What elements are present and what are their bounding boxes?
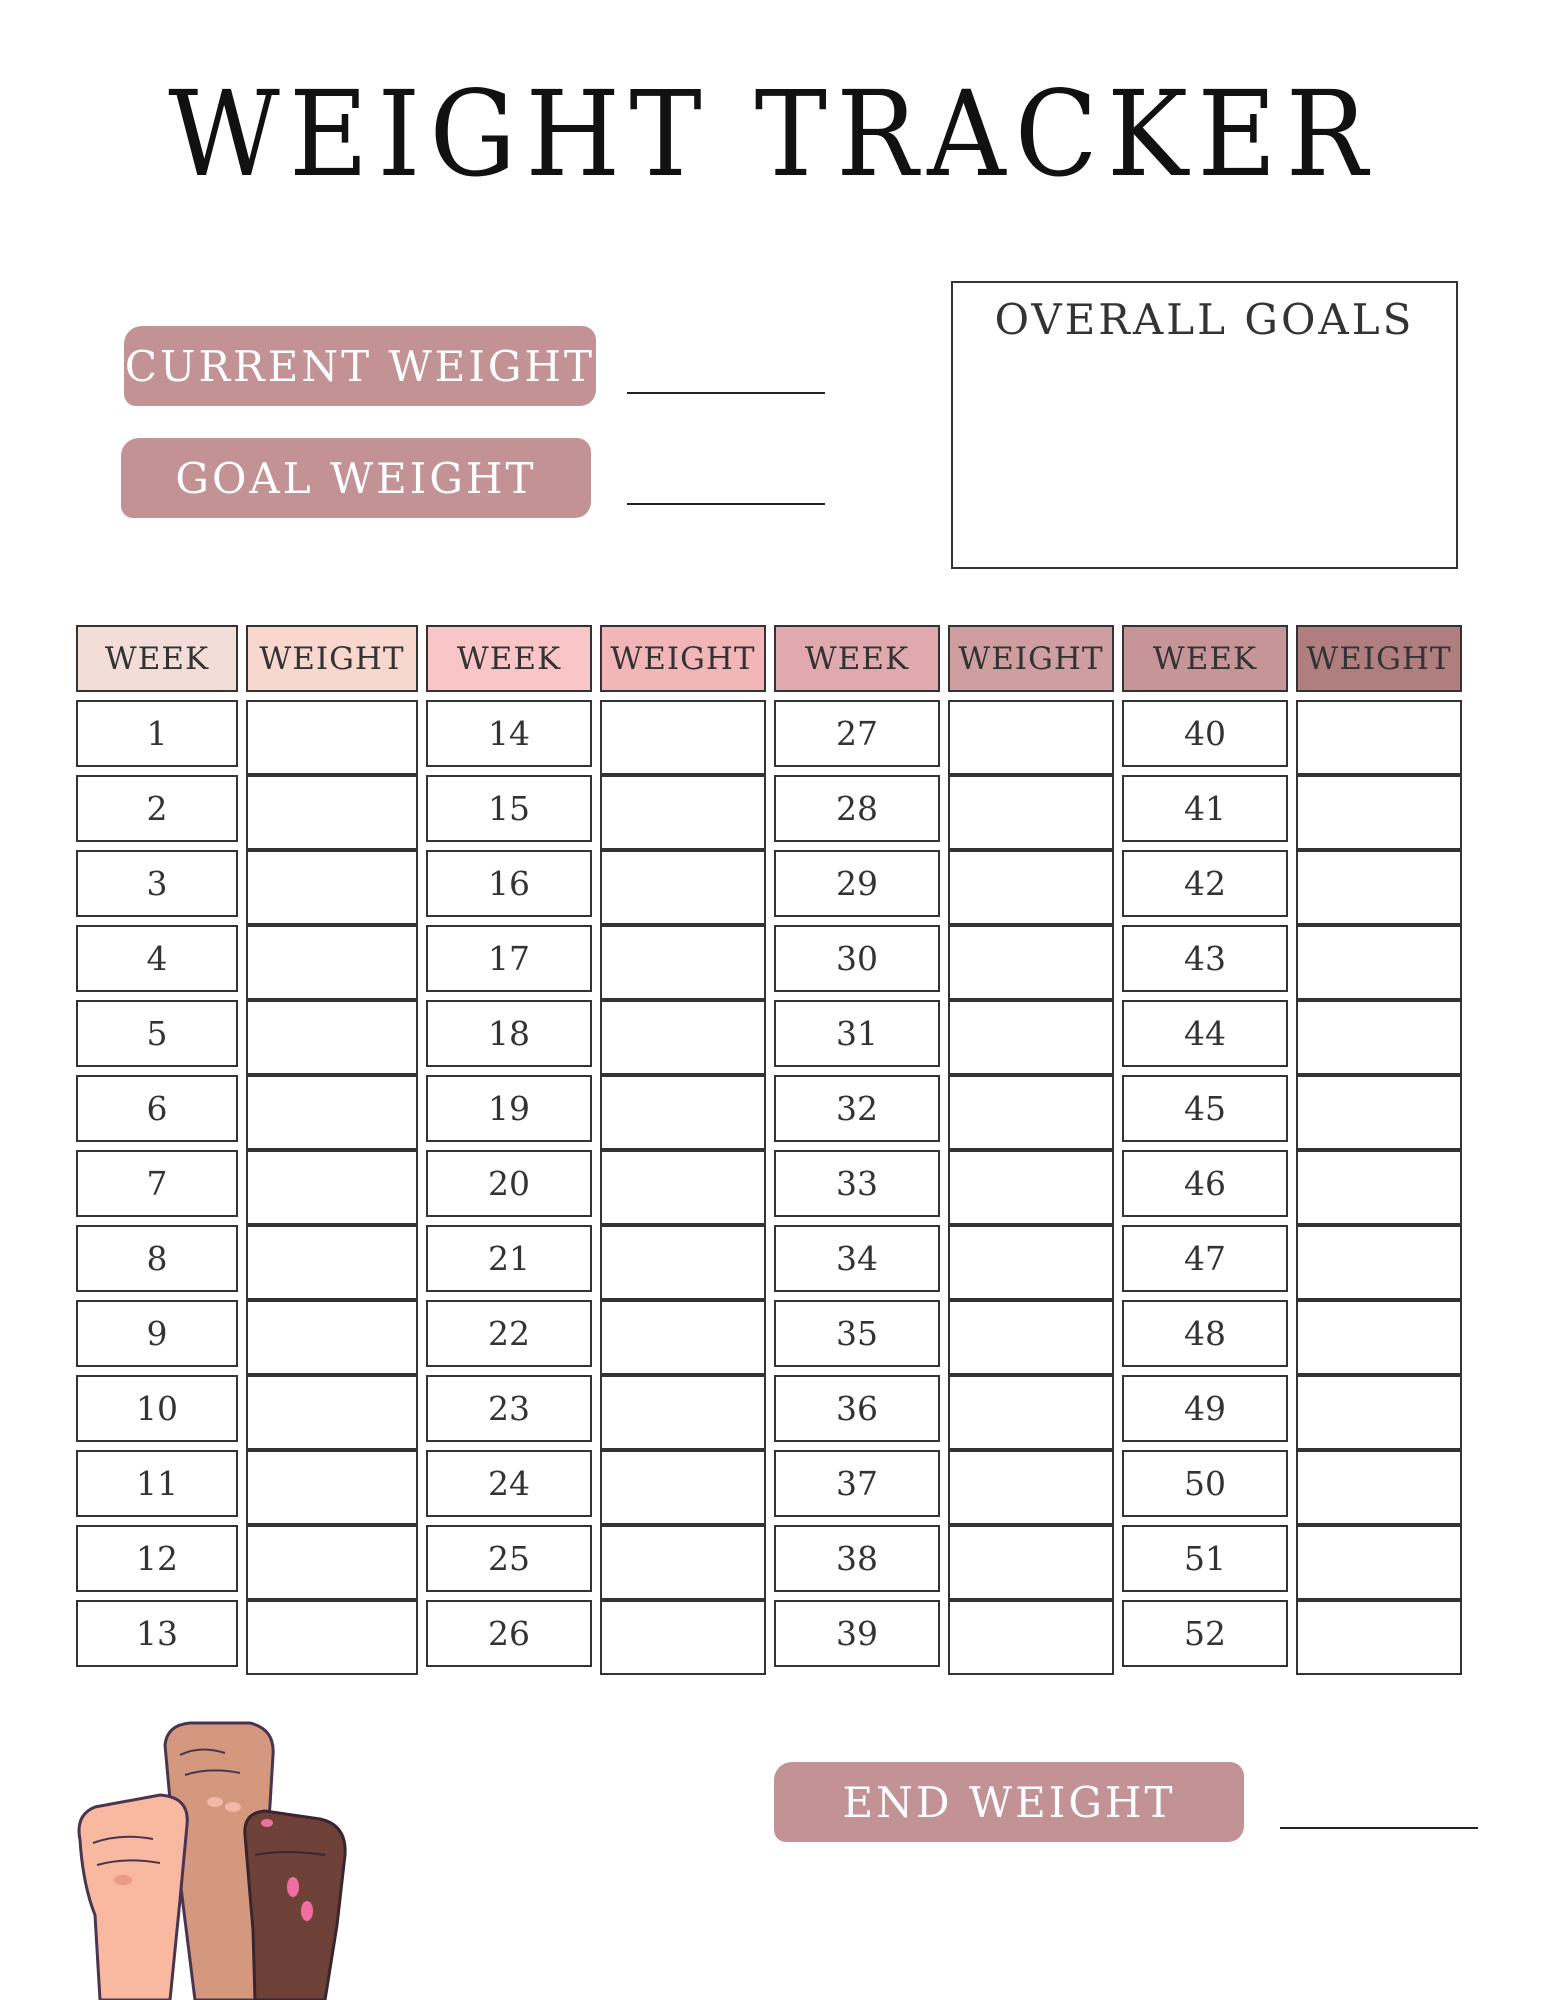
week-number-cell: 51	[1122, 1525, 1288, 1592]
raised-fists-illustration	[75, 1715, 375, 2000]
weight-entry-cell[interactable]	[600, 1525, 766, 1600]
week-number-cell: 41	[1122, 775, 1288, 842]
header-week: WEEK	[426, 625, 592, 692]
weight-entry-cell[interactable]	[246, 1075, 418, 1150]
week-number-cell: 7	[76, 1150, 238, 1217]
weight-entry-cell[interactable]	[600, 850, 766, 925]
week-number-cell: 45	[1122, 1075, 1288, 1142]
goal-weight-line[interactable]	[627, 503, 825, 505]
weight-entry-cell[interactable]	[600, 1600, 766, 1675]
week-number-cell: 31	[774, 1000, 940, 1067]
weight-entry-cell[interactable]	[600, 775, 766, 850]
week-number-cell: 16	[426, 850, 592, 917]
weight-tracker-table	[76, 625, 1462, 1675]
weight-entry-cell[interactable]	[948, 1150, 1114, 1225]
weight-entry-cell[interactable]	[600, 1150, 766, 1225]
week-number-cell: 19	[426, 1075, 592, 1142]
week-number-cell: 44	[1122, 1000, 1288, 1067]
week-number-cell: 23	[426, 1375, 592, 1442]
weight-entry-cell[interactable]	[246, 1525, 418, 1600]
weight-entry-cell[interactable]	[246, 1225, 418, 1300]
weight-entry-cell[interactable]	[1296, 1150, 1462, 1225]
week-number-cell: 49	[1122, 1375, 1288, 1442]
week-number-cell: 3	[76, 850, 238, 917]
week-number-cell: 34	[774, 1225, 940, 1292]
header-weight: WEIGHT	[948, 625, 1114, 692]
week-number-cell: 32	[774, 1075, 940, 1142]
week-number-cell: 39	[774, 1600, 940, 1667]
week-number-cell: 18	[426, 1000, 592, 1067]
weight-entry-cell[interactable]	[600, 1300, 766, 1375]
overall-goals-box[interactable]	[951, 281, 1458, 569]
week-number-cell: 2	[76, 775, 238, 842]
week-number-cell: 43	[1122, 925, 1288, 992]
header-week: WEEK	[774, 625, 940, 692]
week-number-cell: 33	[774, 1150, 940, 1217]
weight-entry-cell[interactable]	[246, 1375, 418, 1450]
current-weight-line[interactable]	[627, 392, 825, 394]
weight-entry-cell[interactable]	[1296, 1300, 1462, 1375]
weight-entry-cell[interactable]	[948, 925, 1114, 1000]
week-number-cell: 42	[1122, 850, 1288, 917]
weight-entry-cell[interactable]	[948, 1075, 1114, 1150]
week-number-cell: 48	[1122, 1300, 1288, 1367]
week-number-cell: 10	[76, 1375, 238, 1442]
week-number-cell: 20	[426, 1150, 592, 1217]
header-weight: WEIGHT	[1296, 625, 1462, 692]
weight-entry-cell[interactable]	[246, 1450, 418, 1525]
header-week: WEEK	[76, 625, 238, 692]
week-number-cell: 46	[1122, 1150, 1288, 1217]
end-weight-label: END WEIGHT	[774, 1762, 1244, 1842]
week-number-cell: 4	[76, 925, 238, 992]
weight-entry-cell[interactable]	[948, 850, 1114, 925]
fist-light-icon	[79, 1795, 187, 2000]
week-number-cell: 14	[426, 700, 592, 767]
week-number-cell: 29	[774, 850, 940, 917]
week-number-cell: 8	[76, 1225, 238, 1292]
header-week: WEEK	[1122, 625, 1288, 692]
week-number-cell: 40	[1122, 700, 1288, 767]
weight-entry-cell[interactable]	[948, 1600, 1114, 1675]
weight-entry-cell[interactable]	[600, 1075, 766, 1150]
week-number-cell: 22	[426, 1300, 592, 1367]
fist-dark-icon	[245, 1811, 345, 2000]
week-number-cell: 52	[1122, 1600, 1288, 1667]
week-number-cell: 38	[774, 1525, 940, 1592]
weight-entry-cell[interactable]	[1296, 925, 1462, 1000]
week-number-cell: 11	[76, 1450, 238, 1517]
weight-entry-cell[interactable]	[1296, 1525, 1462, 1600]
weight-entry-cell[interactable]	[246, 1150, 418, 1225]
weight-entry-cell[interactable]	[246, 925, 418, 1000]
weight-entry-cell[interactable]	[948, 1300, 1114, 1375]
weight-entry-cell[interactable]	[1296, 775, 1462, 850]
header-weight: WEIGHT	[600, 625, 766, 692]
week-number-cell: 17	[426, 925, 592, 992]
weight-entry-cell[interactable]	[948, 700, 1114, 775]
header-weight: WEIGHT	[246, 625, 418, 692]
weight-entry-cell[interactable]	[948, 1000, 1114, 1075]
weight-entry-cell[interactable]	[1296, 1450, 1462, 1525]
week-number-cell: 50	[1122, 1450, 1288, 1517]
weight-entry-cell[interactable]	[1296, 1375, 1462, 1450]
weight-entry-cell[interactable]	[1296, 850, 1462, 925]
week-number-cell: 28	[774, 775, 940, 842]
week-number-cell: 6	[76, 1075, 238, 1142]
current-weight-label: CURRENT WEIGHT	[124, 326, 596, 406]
weight-entry-cell[interactable]	[948, 1525, 1114, 1600]
week-number-cell: 25	[426, 1525, 592, 1592]
week-number-cell: 26	[426, 1600, 592, 1667]
weight-entry-cell[interactable]	[246, 1300, 418, 1375]
weight-entry-cell[interactable]	[246, 700, 418, 775]
week-number-cell: 1	[76, 700, 238, 767]
week-number-cell: 15	[426, 775, 592, 842]
weight-entry-cell[interactable]	[246, 850, 418, 925]
weight-entry-cell[interactable]	[1296, 700, 1462, 775]
weight-entry-cell[interactable]	[246, 1600, 418, 1675]
week-number-cell: 27	[774, 700, 940, 767]
week-number-cell: 35	[774, 1300, 940, 1367]
week-number-cell: 13	[76, 1600, 238, 1667]
weight-entry-cell[interactable]	[600, 1375, 766, 1450]
weight-entry-cell[interactable]	[1296, 1600, 1462, 1675]
weight-entry-cell[interactable]	[246, 775, 418, 850]
weight-entry-cell[interactable]	[600, 1450, 766, 1525]
week-number-cell: 5	[76, 1000, 238, 1067]
week-number-cell: 47	[1122, 1225, 1288, 1292]
weight-entry-cell[interactable]	[948, 1225, 1114, 1300]
week-number-cell: 24	[426, 1450, 592, 1517]
weight-entry-cell[interactable]	[948, 1450, 1114, 1525]
weight-entry-cell[interactable]	[600, 700, 766, 775]
weight-entry-cell[interactable]	[1296, 1075, 1462, 1150]
page-title: WEIGHT TRACKER	[168, 65, 1377, 203]
weight-entry-cell[interactable]	[1296, 1000, 1462, 1075]
weight-entry-cell[interactable]	[1296, 1225, 1462, 1300]
week-number-cell: 12	[76, 1525, 238, 1592]
weight-entry-cell[interactable]	[600, 925, 766, 1000]
weight-entry-cell[interactable]	[600, 1000, 766, 1075]
goal-weight-label: GOAL WEIGHT	[121, 438, 591, 518]
week-number-cell: 37	[774, 1450, 940, 1517]
overall-goals-title: OVERALL GOALS	[994, 295, 1415, 344]
week-number-cell: 36	[774, 1375, 940, 1442]
end-weight-line[interactable]	[1280, 1827, 1478, 1829]
week-number-cell: 21	[426, 1225, 592, 1292]
week-number-cell: 30	[774, 925, 940, 992]
weight-entry-cell[interactable]	[600, 1225, 766, 1300]
week-number-cell: 9	[76, 1300, 238, 1367]
weight-entry-cell[interactable]	[948, 1375, 1114, 1450]
weight-entry-cell[interactable]	[948, 775, 1114, 850]
weight-entry-cell[interactable]	[246, 1000, 418, 1075]
